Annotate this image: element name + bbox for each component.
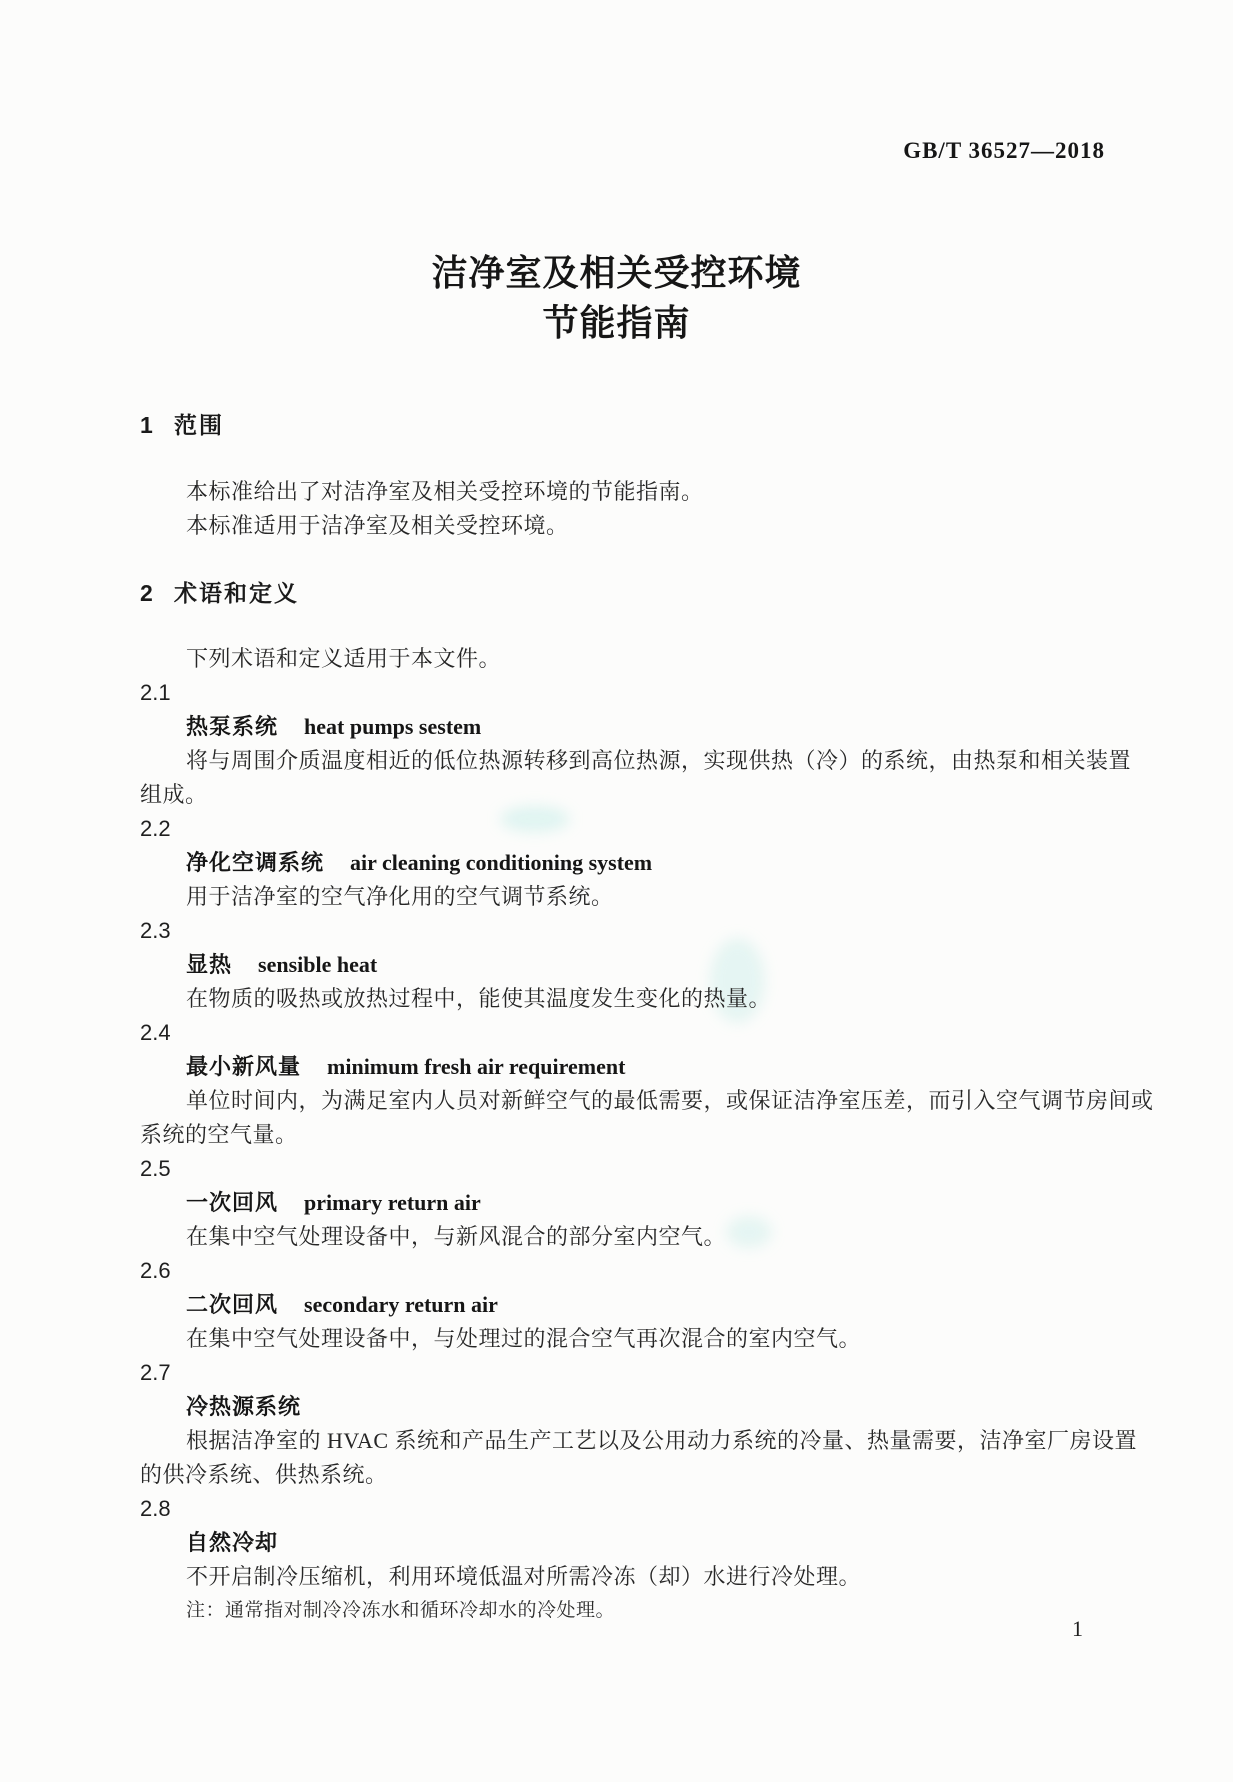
term-zh: 最小新风量 <box>186 1054 302 1079</box>
section-number: 2 <box>140 580 153 606</box>
page-number: 1 <box>1072 1616 1083 1641</box>
paragraph: 本标准给出了对洁净室及相关受控环境的节能指南。 <box>186 479 704 504</box>
term-line <box>140 1526 1150 1560</box>
term-line <box>140 1288 1150 1322</box>
term-zh: 冷热源系统 <box>186 1394 302 1419</box>
definition-line: 在物质的吸热或放热过程中，能使其温度发生变化的热量。 <box>186 986 772 1011</box>
term-en: secondary return air <box>304 1292 498 1317</box>
term-line <box>140 948 1150 982</box>
definition-line: 根据洁净室的 HVAC 系统和产品生产工艺以及公用动力系统的冷量、热量需要，洁净室厂房设置 <box>186 1428 1138 1453</box>
section-1-heading <box>140 408 1150 442</box>
clause-number: 2.1 <box>140 680 171 705</box>
standard-code: GB/T 36527—2018 <box>903 138 1105 163</box>
section-2-heading <box>140 576 1150 610</box>
term-en: heat pumps sestem <box>304 714 482 739</box>
note-line: 注：通常指对制冷冷冻水和循环冷却水的冷处理。 <box>186 1600 616 1621</box>
definition-line: 的供冷系统、供热系统。 <box>140 1462 388 1487</box>
definition-line: 在集中空气处理设备中，与处理过的混合空气再次混合的室内空气。 <box>186 1326 862 1351</box>
paragraph: 本标准适用于洁净室及相关受控环境。 <box>186 513 569 538</box>
definition-line: 组成。 <box>140 782 208 807</box>
clause-number: 2.6 <box>140 1258 171 1283</box>
definition-line: 将与周围介质温度相近的低位热源转移到高位热源，实现供热（冷）的系统，由热泵和相关装置 <box>186 748 1132 773</box>
term-zh: 一次回风 <box>186 1190 279 1215</box>
definition-line: 单位时间内，为满足室内人员对新鲜空气的最低需要，或保证洁净室压差，而引入空气调节房间或 <box>186 1088 1154 1113</box>
document-body <box>140 408 1154 1628</box>
definition-line: 在集中空气处理设备中，与新风混合的部分室内空气。 <box>186 1224 727 1249</box>
term-en: air cleaning conditioning system <box>350 850 653 875</box>
term-line <box>140 1390 1150 1424</box>
term-en: minimum fresh air requirement <box>327 1054 626 1079</box>
document-title <box>0 248 1233 348</box>
definition-line: 不开启制冷压缩机，利用环境低温对所需冷冻（却）水进行冷处理。 <box>186 1564 862 1589</box>
paragraph: 下列术语和定义适用于本文件。 <box>186 646 502 671</box>
term-zh: 热泵系统 <box>186 714 279 739</box>
term-en: sensible heat <box>258 952 378 977</box>
clause-number: 2.5 <box>140 1156 171 1181</box>
clause-number: 2.8 <box>140 1496 171 1521</box>
section-number: 1 <box>140 412 153 438</box>
clause-number: 2.7 <box>140 1360 171 1385</box>
term-zh: 净化空调系统 <box>186 850 325 875</box>
term-en: primary return air <box>304 1190 481 1215</box>
document-title-line1: 洁净室及相关受控环境 <box>431 252 802 293</box>
clause-number: 2.2 <box>140 816 171 841</box>
section-title: 术语和定义 <box>174 580 299 606</box>
term-line <box>140 846 1150 880</box>
document-title-line2: 节能指南 <box>542 302 691 343</box>
definition-line: 系统的空气量。 <box>140 1122 298 1147</box>
section-title: 范围 <box>174 412 224 438</box>
clause-number: 2.3 <box>140 918 171 943</box>
term-line <box>140 1186 1150 1220</box>
term-zh: 二次回风 <box>186 1292 279 1317</box>
term-line <box>140 710 1150 744</box>
definition-line: 用于洁净室的空气净化用的空气调节系统。 <box>186 884 614 909</box>
term-zh: 自然冷却 <box>186 1530 279 1555</box>
term-zh: 显热 <box>186 952 233 977</box>
clause-number: 2.4 <box>140 1020 171 1045</box>
term-line <box>140 1050 1150 1084</box>
